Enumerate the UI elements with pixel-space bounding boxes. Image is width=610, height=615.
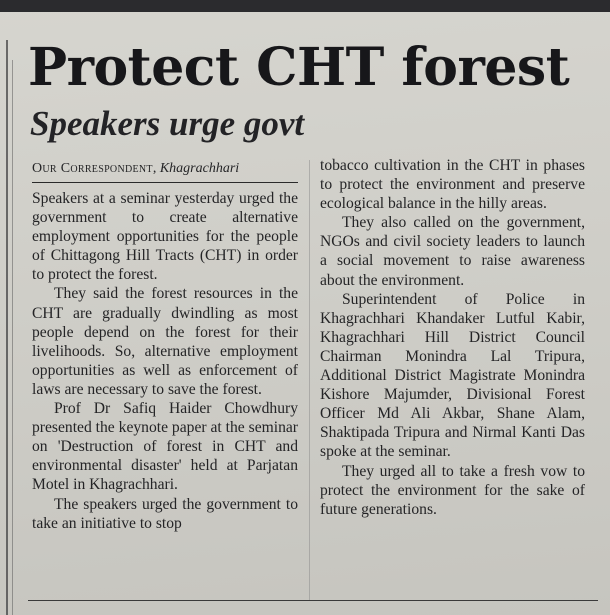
paragraph: Prof Dr Safiq Haider Chowdhury presented the keynote paper at the seminar on 'Destruction of forest in CHT and environmental disaster' held at Parjatan Motel in Khagrachhari. — [32, 400, 298, 494]
paragraph: The speakers urged the government to take an initiative to stop — [32, 495, 298, 532]
paragraph: Speakers at a seminar yesterday urged the government to create alternative employment opportunities for the people of Chittagong Hill Tracts (CHT) in order to protect the forest. — [32, 190, 298, 284]
top-dark-band — [0, 0, 610, 12]
paragraph-continued: tobacco cultivation in the CHT in phases to protect the environment and preserve ecological balance in the hilly areas. — [320, 157, 585, 213]
article-column-left — [32, 160, 298, 533]
article-headline: Protect CHT forest — [28, 37, 570, 98]
column-divider — [309, 160, 310, 600]
bottom-rule — [28, 600, 598, 601]
left-edge-rule — [6, 40, 8, 615]
article-column-right — [320, 156, 585, 519]
byline-separator: , — [152, 161, 160, 176]
byline-reporter: Our Correspondent — [32, 161, 153, 176]
article-byline — [32, 160, 298, 183]
byline-location: Khagrachhari — [159, 161, 240, 176]
paragraph: They urged all to take a fresh vow to protect the environment for the sake of future generations. — [320, 462, 585, 518]
left-edge-rule-inner — [12, 60, 13, 615]
paragraph: They said the forest resources in the CHT are gradually dwindling as most people depend on the forest for their livelihoods. So, alternative employment opportunities as well as enforcement of laws are necessary to save the forest. — [32, 285, 298, 398]
paragraph: They also called on the government, NGOs and civil society leaders to launch a social movement to raise awareness about the environment. — [320, 214, 585, 289]
article-subheadline: Speakers urge govt — [30, 104, 305, 143]
paragraph: Superintendent of Police in Khagrachhari Khandaker Lutful Kabir, Khagrachhari Hill District Council Chairman Monindra Lal Tripura, Additional District Magistrate Monindra Kishore Majumder, Divisional Forest Officer Md Ali Akbar, Shane Alam, Shaktipada Tripura and Nirmal Kanti Das spoke at the seminar. — [320, 290, 585, 461]
